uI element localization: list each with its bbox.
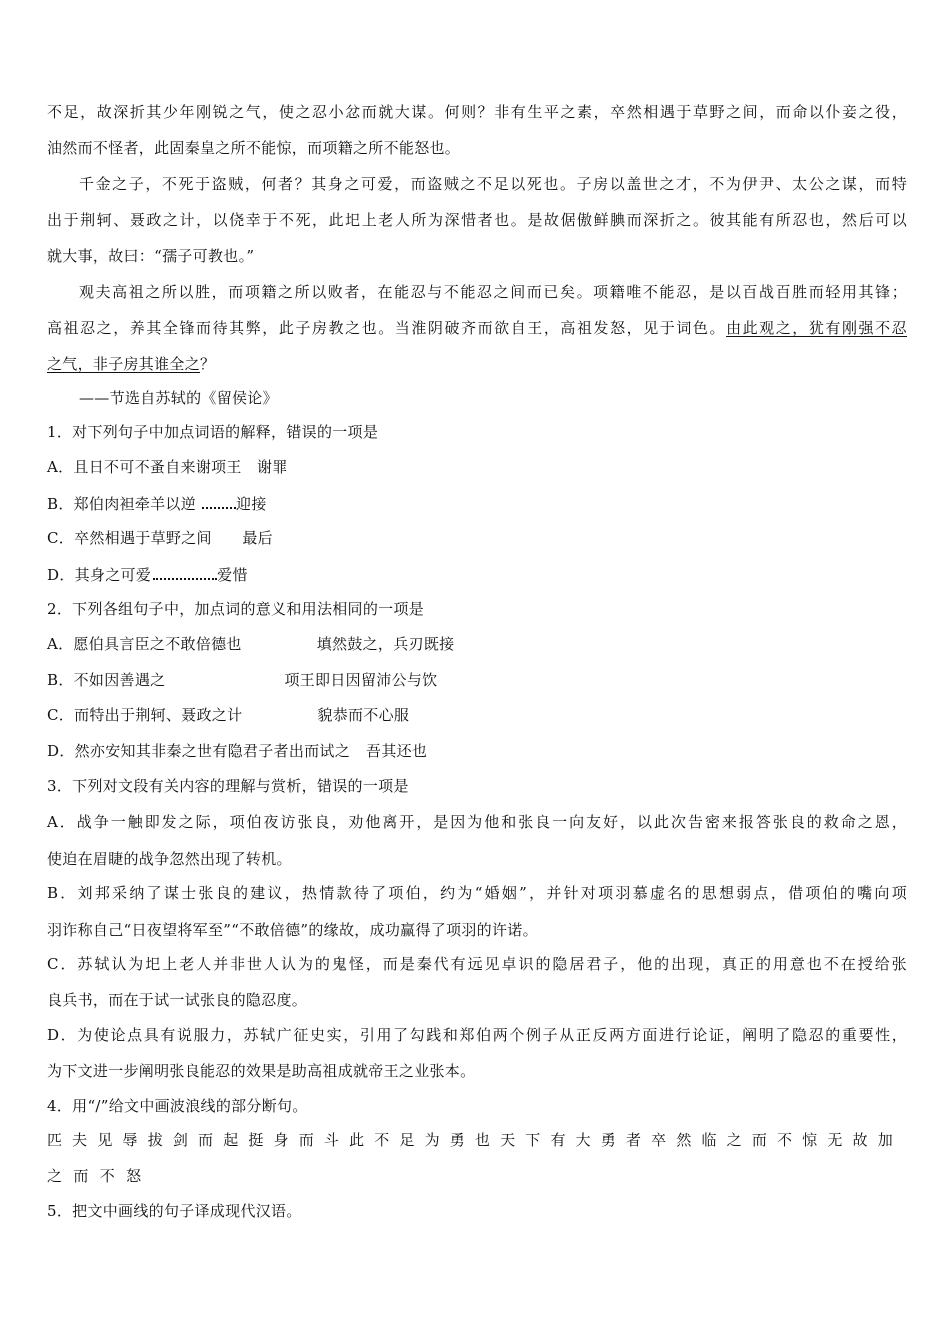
dot-emphasis (153, 564, 217, 580)
passage-text: ？ (200, 355, 216, 373)
option-part-2: 填然鼓之，兵刃既接 (316, 635, 455, 653)
question-4-stem: 4．用“/”给文中画波浪线的部分断句。 (47, 1097, 308, 1115)
q1-option-d (47, 564, 907, 585)
option-text: B．郑伯肉袒牵羊以逆 (47, 495, 197, 513)
q3-option-b: B．刘邦采纳了谋士张良的建议，热情款待了项伯，约为“婚姻”，并针对项羽慕虚名的思想弱点，借项伯的嘴向项 (47, 884, 907, 902)
question-2-stem: 2．下列各组句子中，加点词的意义和用法相同的一项是 (47, 600, 425, 618)
passage-line (47, 354, 907, 374)
option-part-1: A．愿伯具言臣之不敢倍德也 (47, 635, 242, 653)
wavy-segment-line: 之 而 不 怒 (47, 1167, 142, 1185)
option-part-1: B．不如因善遇之 (47, 671, 166, 689)
option-gloss: 迎接 (236, 495, 267, 513)
q2-option-c (47, 705, 907, 725)
passage-line: 不足，故深折其少年刚锐之气，使之忍小忿而就大谋。何则？非有生平之素，卒然相遇于草野之间，而命以仆妾之役， (47, 103, 907, 121)
passage-line: 观夫高祖之所以胜，而项籍之所以败者，在能忍与不能忍之间而已矣。项籍唯不能忍，是以百战百胜而轻用其锋； (79, 283, 907, 301)
q1-option-b (47, 493, 907, 514)
passage-text: 高祖忍之，养其全锋而待其弊，此子房教之也。当淮阴破齐而欲自王，高祖发怒，见于词色。 (47, 319, 727, 337)
question-3-stem: 3．下列对文段有关内容的理解与赏析，错误的一项是 (47, 777, 409, 795)
passage-line: 就大事，故曰：“孺子可教也。” (47, 247, 255, 265)
source-citation: ——节选自苏轼的《留侯论》 (79, 389, 278, 407)
q3-option-a: A．战争一触即发之际，项伯夜访张良，劝他离开，是因为他和张良一向友好，以此次告密来报答张良的救命之恩， (47, 813, 907, 831)
q2-option-d (47, 741, 907, 761)
option-part-2: 项王即日因留沛公与饮 (284, 671, 438, 689)
q3-option-d-cont: 为下文进一步阐明张良能忍的效果是助高祖成就帝王之业张本。 (47, 1062, 476, 1080)
option-part-1: D．然亦安知其非秦之世有隐君子者出而试之 (47, 742, 351, 760)
q2-option-a (47, 634, 907, 654)
q3-option-c-cont: 良兵书，而在于试一试张良的隐忍度。 (47, 991, 308, 1009)
option-gloss: 爱惜 (217, 566, 248, 584)
underlined-sentence: 由此观之，犹有刚强不忍 (726, 319, 907, 337)
passage-line (47, 318, 907, 338)
passage-line: 油然而不怪者，此固秦皇之所不能惊，而项籍之所不能怒也。 (47, 139, 461, 157)
question-1-stem: 1．对下列句子中加点词语的解释，错误的一项是 (47, 423, 379, 441)
q2-option-b (47, 670, 907, 690)
dot-emphasis (202, 493, 236, 509)
q3-option-b-cont: 羽诈称自己“日夜望将军至”“不敢倍德”的缘故，成功赢得了项羽的许诺。 (47, 921, 538, 939)
option-text: D．其身之可爱 (47, 566, 152, 584)
q1-option-a: A．且日不可不蚤自来谢项王 谢罪 (47, 458, 288, 476)
underlined-sentence: 之气，非子房其谁全之 (47, 355, 201, 373)
passage-line: 千金之子，不死于盗贼，何者？其身之可爱，而盗贼之不足以死也。子房以盖世之才，不为伊尹、太公之谋，而特 (79, 175, 907, 193)
q3-option-c: C．苏轼认为圯上老人并非世人认为的鬼怪，而是秦代有远见卓识的隐居君子，他的出现，真正的用意也不在授给张 (47, 955, 907, 973)
q3-option-a-cont: 使迫在眉睫的战争忽然出现了转机。 (47, 850, 292, 868)
option-part-2: 貌恭而不心服 (317, 706, 410, 724)
passage-line: 出于荆轲、聂政之计，以侥幸于不死，此圯上老人所为深惜者也。是故倨傲鲜腆而深折之。彼其能有所忍也，然后可以 (47, 211, 907, 229)
option-part-2: 吾其还也 (366, 742, 428, 760)
question-5-stem: 5．把文中画线的句子译成现代汉语。 (47, 1202, 302, 1220)
option-part-1: C．而特出于荆轲、聂政之计 (47, 706, 243, 724)
q1-option-c: C．卒然相遇于草野之间 最后 (47, 529, 273, 547)
wavy-segment-line: 匹 夫 见 辱 拔 剑 而 起 挺 身 而 斗 此 不 足 为 勇 也 天 下 有 大 勇 者 卒 然 临 之 而 不 惊 无 故 加 (47, 1131, 893, 1149)
q3-option-d: D．为使论点具有说服力，苏轼广征史实，引用了勾践和郑伯两个例子从正反两方面进行论证，阐明了隐忍的重要性， (47, 1026, 907, 1044)
